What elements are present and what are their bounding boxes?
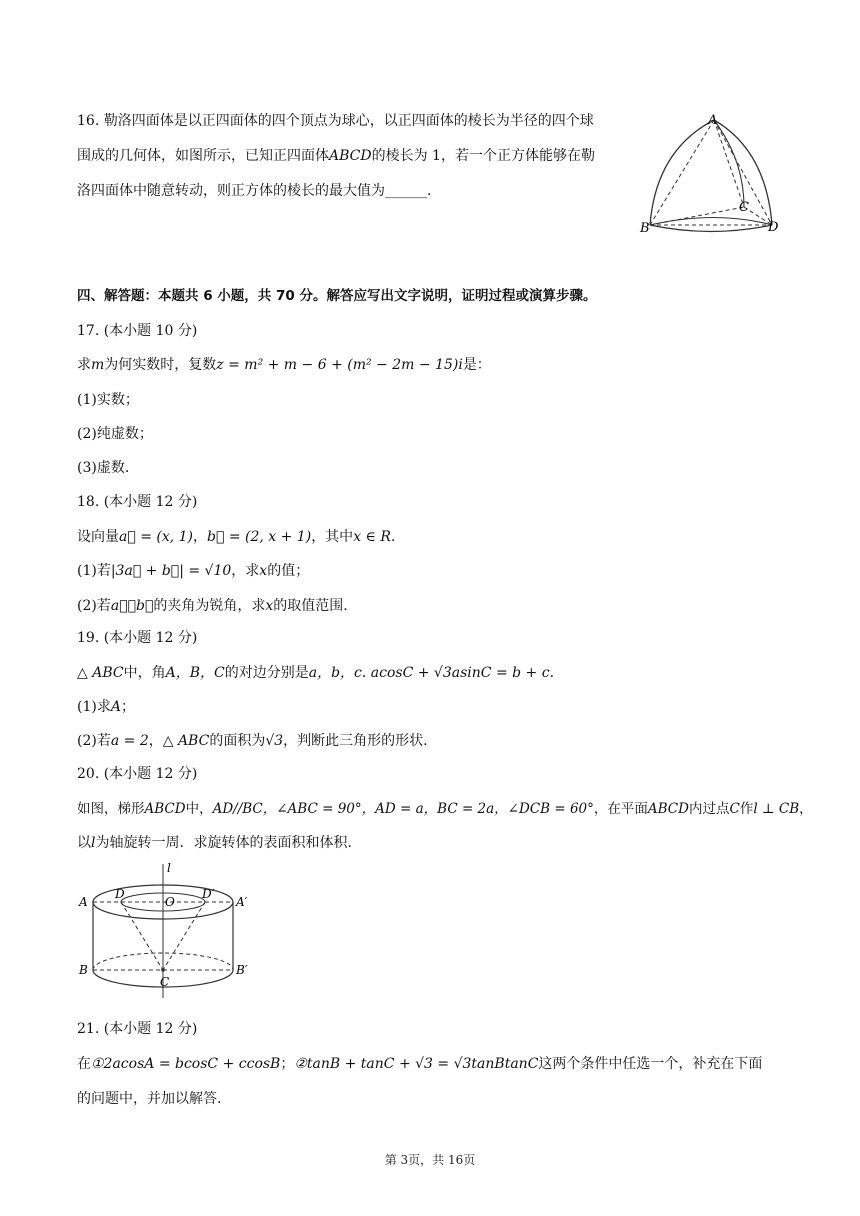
fig20-label-a: A [79,895,88,909]
q16-line1: 16. 勒洛四面体是以正四面体的四个顶点为球心，以正四面体的棱长为半径的四个球 [77,113,594,129]
q20-stem-line2: 以l为轴旋转一周．求旋转体的表面积和体积. [77,835,352,851]
q16-line3: 洛四面体中随意转动，则正方体的棱长的最大值为______. [77,183,432,199]
q17-head: 17. (本小题 10 分) [77,323,198,339]
fig20-label-d: D [115,887,125,901]
q18-part2: (2)若a⃗，b⃗的夹角为锐角，求x的取值范围. [77,598,348,614]
q18-part1: (1)若|3a⃗ + b⃗| = √10，求x的值； [77,563,310,579]
page-footer: 第 3页，共 16页 [384,1153,476,1167]
section-heading: 四、解答题：本题共 6 小题，共 70 分。解答应写出文字说明，证明过程或演算步骤。 [77,288,597,304]
q18-head: 18. (本小题 12 分) [77,494,198,510]
q21-head: 21. (本小题 12 分) [77,1021,198,1037]
q19-part2: (2)若a = 2，△ ABC的面积为√3，判断此三角形的形状. [77,733,428,749]
fig16-label-c: C [739,200,749,215]
q18-stem: 设向量a⃗ = (x, 1)，b⃗ = (2, x + 1)，其中x ∈ R. [77,529,396,545]
q16-line2: 围成的几何体，如图所示，已知正四面体ABCD的棱长为 1，若一个正方体能够在勒 [77,148,595,164]
fig20-label-d-prime: D′ [202,887,215,901]
fig20-label-b-prime: B′ [236,963,248,977]
q20-stem-line1: 如图，梯形ABCD中，AD//BC，∠ABC = 90°，AD = a，BC = 2a，∠DCB = 60°，在平面ABCD内过点C作l ⊥ CB， [77,801,813,817]
q17-stem: 求m为何实数时，复数z = m² + m − 6 + (m² − 2m − 15)i是： [77,357,491,373]
rotation-solid-figure [76,860,266,1002]
q21-stem-line2: 的问题中，并加以解答. [77,1091,222,1107]
q19-head: 19. (本小题 12 分) [77,630,198,646]
q20-head: 20. (本小题 12 分) [77,766,198,782]
fig20-label-c: C [160,975,170,989]
q17-part2: (2)纯虚数； [77,426,153,442]
reuleaux-tetrahedron-figure [636,110,786,240]
fig16-label-b: B [640,221,650,236]
fig20-label-b: B [79,963,88,977]
q21-stem-line1: 在①2acosA = bcosC + ccosB；②tanB + tanC + √3 = √3tanBtanC这两个条件中任选一个，补充在下面 [77,1056,763,1072]
q19-stem: △ ABC中，角A，B，C的对边分别是a，b，c. acosC + √3asinC = b + c. [77,665,555,681]
fig16-label-a: A [708,113,718,128]
q17-part3: (3)虚数. [77,460,130,476]
fig16-label-d: D [768,220,779,235]
fig20-label-o: O [165,895,175,909]
q19-part1: (1)求A； [77,699,135,715]
fig20-label-a-prime: A′ [236,895,248,909]
fig20-label-l: l [167,861,171,875]
q17-part1: (1)实数； [77,392,139,408]
